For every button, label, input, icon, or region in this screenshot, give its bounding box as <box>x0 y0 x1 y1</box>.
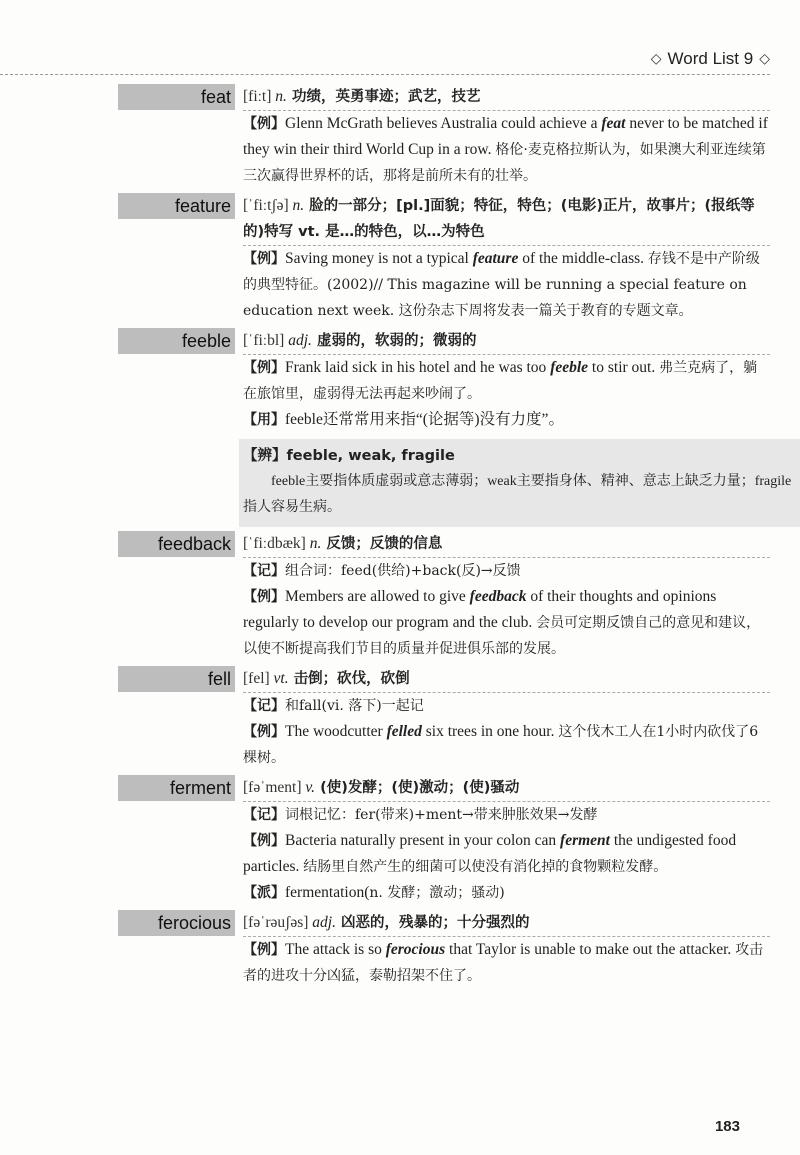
part-of-speech: n. <box>292 197 305 214</box>
dictionary-entry <box>0 775 770 906</box>
headword-bar <box>118 84 235 110</box>
headword: feedback <box>157 533 231 554</box>
part-of-speech: adj. <box>288 332 312 349</box>
definition-line <box>243 775 770 802</box>
part-of-speech: n. <box>275 88 287 105</box>
translation: 组合词：feed(供给)+back(反)→反馈 <box>285 563 521 579</box>
translation: 词根记忆：fer(带来)+ment→带来肿胀效果→发酵 <box>285 807 598 823</box>
example-text: Glenn McGrath believes Australia could achieve a <box>285 115 602 132</box>
example-line <box>243 584 770 662</box>
section-tag: 【例】 <box>243 116 285 132</box>
example-text: never to be matched if they win their third World Cup in a row. <box>243 115 768 158</box>
headword: feeble <box>181 330 231 351</box>
headword-bar <box>118 666 235 692</box>
definition-line <box>243 328 770 355</box>
entry-body <box>243 775 770 906</box>
entry-body <box>243 666 770 771</box>
definition: 击倒；砍伐，砍倒 <box>288 671 410 687</box>
translation: 攻击者的进攻十分凶猛，泰勒招架不住了。 <box>243 942 764 984</box>
keyword: feat <box>601 115 626 132</box>
translation: 和fall(vi. 落下)一起记 <box>285 698 424 714</box>
keyword: feature <box>472 250 519 267</box>
translation: 存钱不是中产阶级的典型特征。(2002)// This magazine will be running a special feature on education next week. 这份杂志下周将发表一篇关于教育的专题文章。 <box>243 251 760 319</box>
diamond-left-icon: ◇ <box>650 51 662 67</box>
definition-line <box>243 910 770 937</box>
phonetic: [ˈfiːdbæk] <box>243 535 306 552</box>
header-title: Word List 9 <box>667 49 754 68</box>
headword: feature <box>174 195 231 216</box>
section-tag: 【辨】 <box>243 448 287 464</box>
example-line <box>243 719 770 771</box>
part-of-speech: vt. <box>273 670 289 687</box>
definition-line <box>243 193 770 246</box>
distinction-words: feeble, weak, fragile <box>286 448 455 464</box>
distinction-box <box>239 439 800 527</box>
headword-bar <box>118 775 235 801</box>
dictionary-entry <box>0 193 770 324</box>
example-line <box>243 880 770 906</box>
keyword: ferocious <box>385 941 446 958</box>
phonetic: [ˈfiːbl] <box>243 332 285 349</box>
translation: n. 发酵；激动；骚动) <box>369 885 505 901</box>
example-line <box>243 828 770 880</box>
phonetic: [fəˈment] <box>243 779 302 796</box>
example-text: the undigested food particles. <box>243 832 737 875</box>
example-line <box>243 355 770 407</box>
dictionary-entry <box>0 328 792 527</box>
definition-line <box>243 531 770 558</box>
diamond-right-icon: ◇ <box>759 51 770 67</box>
section-tag: 【记】 <box>243 563 285 579</box>
headword: ferment <box>169 777 231 798</box>
translation: 结肠里自然产生的细菌可以使没有消化掉的食物颗粒发酵。 <box>303 859 668 875</box>
translation: 会员可定期反馈自己的意见和建议，以使不断提高我们节目的质量并促进俱乐部的发展。 <box>243 615 761 657</box>
phonetic: [ˈfiːtʃə] <box>243 197 289 214</box>
definition: 反馈；反馈的信息 <box>321 536 443 552</box>
headword-bar <box>118 193 235 219</box>
example-text: Bacteria naturally present in your colon can <box>285 832 561 849</box>
page-header <box>0 44 770 75</box>
section-tag: 【例】 <box>243 724 285 740</box>
section-tag: 【例】 <box>243 589 285 605</box>
example-text: that Taylor is unable to make out the attacker. <box>445 941 736 958</box>
headword-bar <box>118 328 235 354</box>
definition: 功绩，英勇事迹；武艺，技艺 <box>286 89 481 105</box>
entry-body <box>243 193 770 324</box>
definition: (使)发酵；(使)激动；(使)骚动 <box>315 780 520 796</box>
entry-body <box>243 84 770 189</box>
example-line <box>243 111 770 189</box>
entry-body <box>243 328 792 527</box>
phonetic: [fəˈrəuʃəs] <box>243 914 309 931</box>
example-text: of the middle-class. <box>518 250 648 267</box>
translation: 弗兰克病了，躺在旅馆里，虚弱得无法再起来吵闹了。 <box>243 360 758 402</box>
part-of-speech: v. <box>305 779 316 796</box>
distinction-text: feeble主要指体质虚弱或意志薄弱；weak主要指身体、精神、意志上缺乏力量；fragile指人容易生病。 <box>243 474 792 515</box>
translation: 这个伐木工人在1小时内砍伐了6棵树。 <box>243 724 759 766</box>
section-tag: 【例】 <box>243 833 285 849</box>
definition: 脸的一部分；[pl.]面貌；特征，特色；(电影)正片，故事片；(报纸等的)特写 vt. 是…的特色，以…为特色 <box>243 198 755 240</box>
example-text: fermentation( <box>285 884 370 901</box>
entry-list <box>0 84 792 993</box>
example-text: of their thoughts and opinions regularly to develop our program and the club. <box>243 588 717 631</box>
section-tag: 【派】 <box>243 885 285 901</box>
definition: 凶恶的，残暴的；十分强烈的 <box>335 915 530 931</box>
page-number: 183 <box>714 1118 740 1135</box>
entry-body <box>243 910 770 989</box>
headword: ferocious <box>157 912 231 933</box>
definition-line <box>243 84 770 111</box>
definition-line <box>243 666 770 693</box>
example-text: Frank laid sick in his hotel and he was too <box>285 359 551 376</box>
section-tag: 【例】 <box>243 360 285 376</box>
headword: feat <box>200 86 231 107</box>
example-line <box>243 802 770 828</box>
section-tag: 【例】 <box>243 942 285 958</box>
section-tag: 【例】 <box>243 251 285 267</box>
distinction-head <box>243 443 792 469</box>
example-text: Members are allowed to give <box>285 588 470 605</box>
example-text: The attack is so <box>285 941 386 958</box>
dictionary-entry <box>0 910 770 989</box>
dictionary-entry <box>0 531 770 662</box>
example-line <box>243 937 770 989</box>
part-of-speech: n. <box>309 535 322 552</box>
translation: 格伦·麦克格拉斯认为，如果澳大利亚连续第三次赢得世界杯的话，那将是前所未有的壮举。 <box>243 142 766 184</box>
example-line <box>243 246 770 324</box>
example-text: feeble还常常用来指“(论据等)没有力度”。 <box>285 411 564 428</box>
example-text: The woodcutter <box>285 723 387 740</box>
keyword: feeble <box>550 359 589 376</box>
keyword: feedback <box>469 588 527 605</box>
example-text: to stir out. <box>588 359 660 376</box>
headword-bar <box>118 910 235 936</box>
section-tag: 【用】 <box>243 412 285 428</box>
example-text: six trees in one hour. <box>421 723 559 740</box>
example-text: Saving money is not a typical <box>285 250 473 267</box>
dictionary-entry <box>0 84 770 189</box>
headword: fell <box>207 668 231 689</box>
dictionary-entry <box>0 666 770 771</box>
example-line <box>243 407 770 433</box>
example-line <box>243 693 770 719</box>
entry-body <box>243 531 770 662</box>
phonetic: [fiːt] <box>243 88 272 105</box>
example-line <box>243 558 770 584</box>
keyword: ferment <box>560 832 610 849</box>
section-tag: 【记】 <box>243 807 285 823</box>
section-tag: 【记】 <box>243 698 285 714</box>
keyword: felled <box>386 723 422 740</box>
part-of-speech: adj. <box>312 914 336 931</box>
definition: 虚弱的，软弱的；微弱的 <box>311 333 477 349</box>
headword-bar <box>118 531 235 557</box>
phonetic: [fel] <box>243 670 270 687</box>
